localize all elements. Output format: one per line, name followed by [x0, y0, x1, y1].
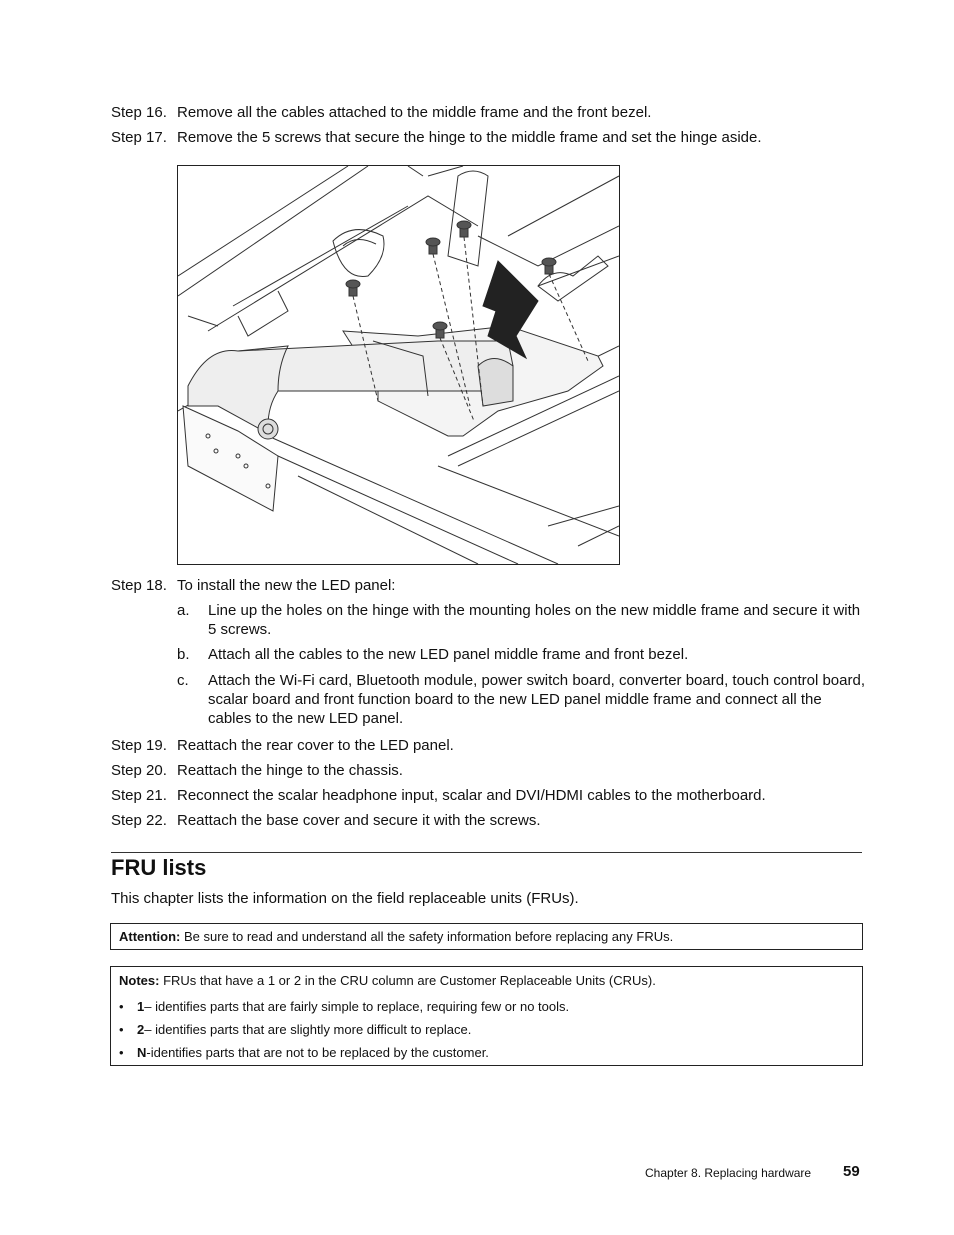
step-number: Step 18. — [111, 577, 167, 594]
bullet-key: N — [137, 1045, 147, 1060]
attention-text: Be sure to read and understand all the safety information before replacing any FRUs. — [180, 929, 674, 944]
page-number: 59 — [843, 1163, 860, 1180]
substep-letter: c. — [177, 672, 189, 689]
step-number: Step 19. — [111, 737, 167, 754]
attention-label: Attention: — [119, 929, 181, 944]
hinge-removal-illustration — [177, 165, 620, 565]
step-text: Remove all the cables attached to the middle frame and the front bezel. — [177, 104, 652, 121]
bullet-text: -identifies parts that are not to be replaced by the customer. — [146, 1045, 489, 1060]
step-number: Step 21. — [111, 787, 167, 804]
step-text: Reattach the base cover and secure it with the screws. — [177, 812, 541, 829]
step-number: Step 20. — [111, 762, 167, 779]
step-text: To install the new the LED panel: — [177, 577, 396, 594]
notes-box — [110, 966, 863, 1066]
step-text: Reattach the hinge to the chassis. — [177, 762, 403, 779]
substep-text: Attach all the cables to the new LED panel middle frame and front bezel. — [208, 646, 689, 663]
step-number: Step 17. — [111, 129, 167, 146]
bullet-key: 2 — [137, 1022, 145, 1037]
attention-box — [110, 923, 863, 950]
bullet-icon: • — [119, 1045, 124, 1060]
substep-letter: a. — [177, 602, 190, 619]
step-text: Remove the 5 screws that secure the hinge to the middle frame and set the hinge aside. — [177, 129, 762, 146]
section-divider — [111, 852, 862, 853]
bullet-icon: • — [119, 999, 124, 1014]
substep-letter: b. — [177, 646, 190, 663]
step-text: Reconnect the scalar headphone input, scalar and DVI/HDMI cables to the motherboard. — [177, 787, 766, 804]
section-intro: This chapter lists the information on the field replaceable units (FRUs). — [111, 890, 579, 907]
bullet-icon: • — [119, 1022, 124, 1037]
notes-text: FRUs that have a 1 or 2 in the CRU column are Customer Replaceable Units (CRUs). — [159, 973, 656, 988]
step-number: Step 22. — [111, 812, 167, 829]
section-title: FRU lists — [111, 855, 207, 880]
substep-text: Attach the Wi-Fi card, Bluetooth module, power switch board, converter board, touch control board, scalar board and front function board to the new LED panel middle frame and connect all the cables to the new LED panel. — [208, 672, 865, 727]
bullet-text: – identifies parts that are slightly more difficult to replace. — [144, 1022, 472, 1037]
footer-chapter: Chapter 8. Replacing hardware — [645, 1166, 812, 1180]
notes-label: Notes: — [119, 973, 160, 988]
substep-text: Line up the holes on the hinge with the mounting holes on the new middle frame and secure it with 5 screws. — [208, 602, 861, 638]
step-number: Step 16. — [111, 104, 167, 121]
bullet-key: 1 — [137, 999, 145, 1014]
step-text: Reattach the rear cover to the LED panel. — [177, 737, 454, 754]
bullet-text: – identifies parts that are fairly simple to replace, requiring few or no tools. — [144, 999, 570, 1014]
